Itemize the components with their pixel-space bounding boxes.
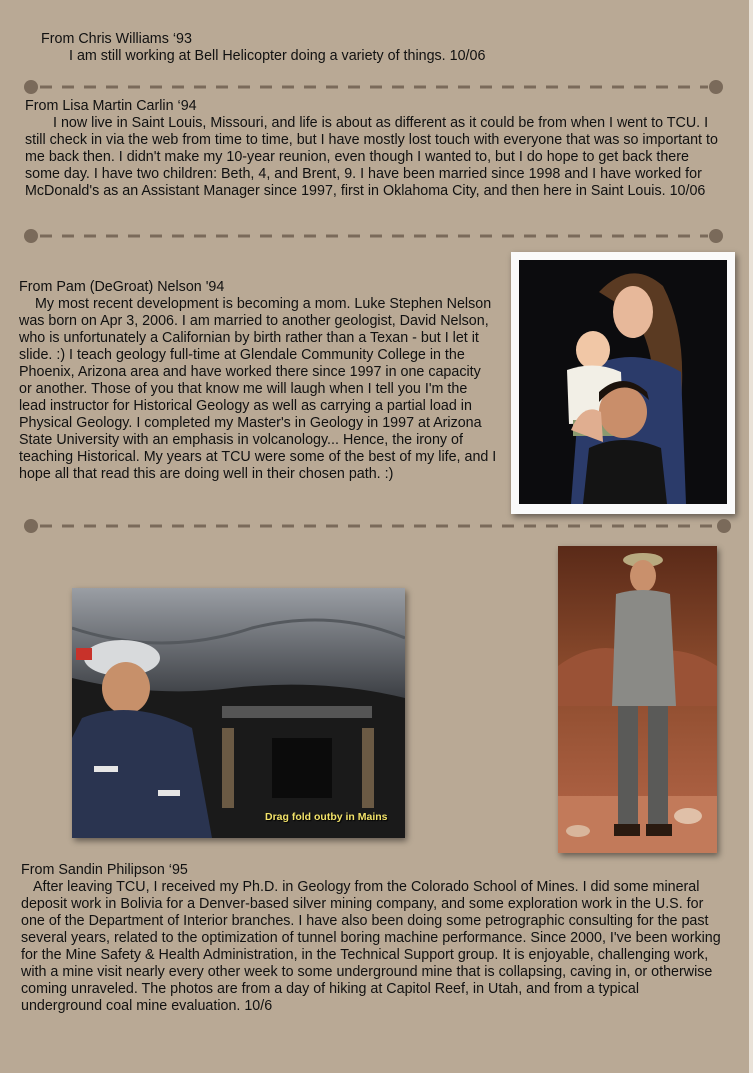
entry-sandin-philipson bbox=[21, 862, 721, 1015]
entry-lisa-martin-carlin bbox=[25, 98, 725, 200]
entry-author: From Lisa Martin Carlin ‘94 bbox=[25, 98, 197, 114]
entry-author: From Pam (DeGroat) Nelson '94 bbox=[19, 279, 225, 295]
entry-text: I am still working at Bell Helicopter doing a variety of things. 10/06 bbox=[69, 48, 486, 64]
family-photo bbox=[511, 252, 735, 514]
hiker-photo bbox=[558, 546, 717, 853]
entry-chris-williams bbox=[41, 31, 721, 65]
dashed-divider bbox=[22, 79, 726, 95]
dashed-divider bbox=[22, 518, 734, 534]
photo-caption: Drag fold outby in Mains bbox=[265, 811, 388, 823]
page-edge bbox=[749, 0, 753, 1073]
dashed-divider bbox=[22, 228, 726, 244]
entry-text: I now live in Saint Louis, Missouri, and life is about as different as it could be from when I went to TCU. I still check in via the web from time to time, but I have mostly lost touch with everyone that was so important to me back then. I didn't make my 10-year reunion, even though I wanted to, but I do hope to get back there some day. I have two children: Beth, 4, and Brent, 9. I have been married since 1998 and I have worked for McDonald's as an Assistant Manager since 1997, first in Oklahoma City, and then here in Saint Louis. 10/06 bbox=[25, 115, 718, 199]
mine-photo bbox=[72, 588, 405, 838]
entry-author: From Chris Williams ‘93 bbox=[41, 31, 192, 47]
entry-text: My most recent development is becoming a mom. Luke Stephen Nelson was born on Apr 3, 2006. I am married to another geologist, David Nelson, who is unfortunately a Californian by birth rather than a Texan - but I let it slide. :) I teach geology full-time at Glendale Community College in the Phoenix, Arizona area and have worked there since 1997 in one capacity or another. Those of you that know me will laugh when I tell you I'm the lead instructor for Historical Geology as well as carrying a partial load in Physical Geology. I completed my Master's in Geology in 1997 at Arizona State University with an emphasis in volcanology... Hence, the irony of teaching Historical. My years at TCU were some of the best of my life, and I hope all that read this are doing well in their chosen path. :) bbox=[19, 296, 497, 482]
entry-author: From Sandin Philipson ‘95 bbox=[21, 862, 188, 878]
entry-text: After leaving TCU, I received my Ph.D. in Geology from the Colorado School of Mines. I did some mineral deposit work in Bolivia for a Denver-based silver mining company, and some exploration work in the U.S. for one of the Department of Interior branches. I have also been doing some petrographic consulting for the past several years, related to the optimization of tunnel boring machine performance. Since 2000, I've been working for the Mine Safety & Health Administration, in the Technical Support group. It is enjoyable, challenging work, with a mine visit nearly every other week to some underground mine that is collapsing, caving in, or otherwise coming unraveled. The photos are from a day of hiking at Capitol Reef, in Utah, and from a typical underground coal mine evaluation. 10/6 bbox=[21, 879, 721, 1014]
entry-pam-nelson bbox=[19, 279, 497, 483]
